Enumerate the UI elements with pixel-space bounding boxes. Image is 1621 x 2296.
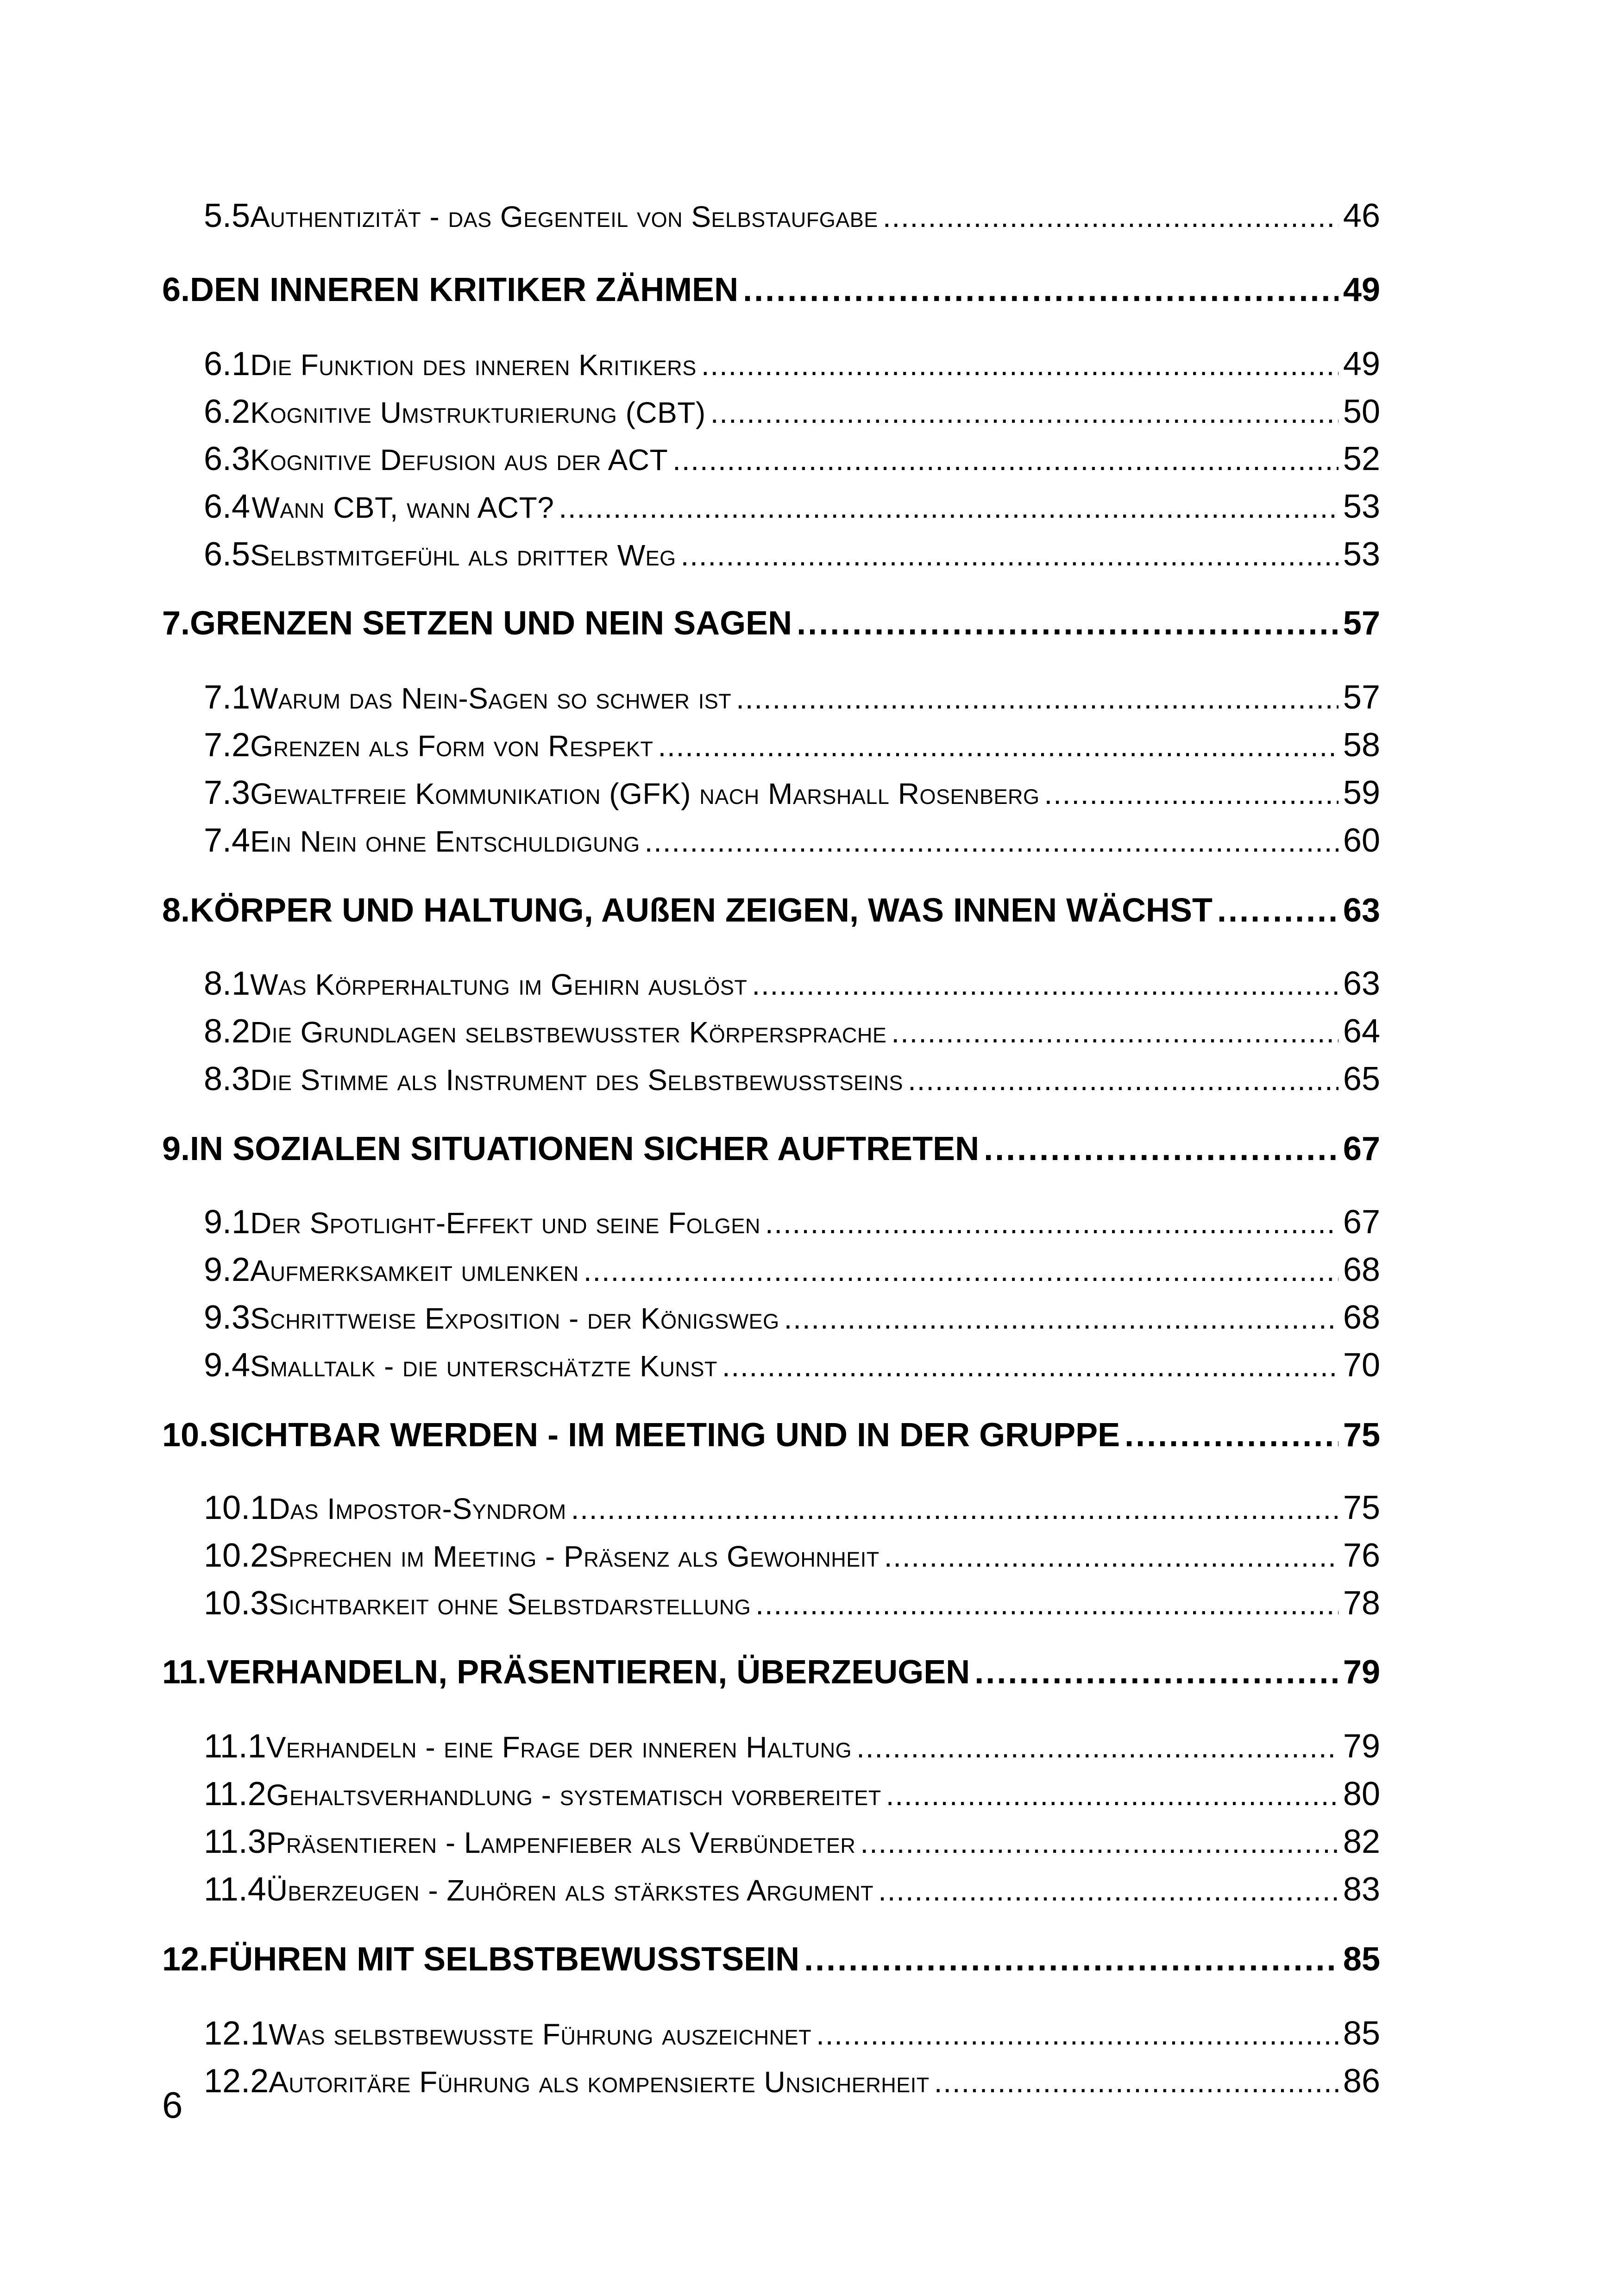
toc-chapter-entry bbox=[162, 891, 1380, 929]
dot-leader bbox=[736, 681, 1338, 715]
toc-entry-title: Smalltalk - die unterschätzte Kunst bbox=[250, 1349, 717, 1383]
dot-leader bbox=[804, 1940, 1338, 1978]
toc-entry-number: 6.5 bbox=[204, 536, 251, 573]
toc-entry-title: IN SOZIALEN SITUATIONEN SICHER AUFTRETEN bbox=[190, 1130, 980, 1167]
toc-entry-page: 59 bbox=[1343, 774, 1380, 811]
toc-entry-title: Selbstmitgefühl als dritter Weg bbox=[250, 539, 676, 572]
dot-leader bbox=[722, 1349, 1338, 1383]
dot-leader bbox=[784, 1301, 1338, 1336]
toc-entry-number: 12. bbox=[162, 1941, 209, 1978]
toc-entry-page: 60 bbox=[1343, 822, 1380, 859]
toc-entry-title: Kognitive Umstrukturierung (CBT) bbox=[250, 396, 706, 429]
toc-entry-title: Warum das Nein-Sagen so schwer ist bbox=[250, 682, 732, 715]
toc-entry-title: Der Spotlight-Effekt und seine Folgen bbox=[250, 1206, 760, 1240]
toc-entry-title: Kognitive Defusion aus der ACT bbox=[250, 443, 668, 477]
toc-entry-number: 8.1 bbox=[204, 965, 251, 1002]
toc-entry-page: 83 bbox=[1343, 1871, 1380, 1908]
dot-leader bbox=[934, 2065, 1338, 2099]
toc-entry-number: 9.3 bbox=[204, 1299, 251, 1336]
toc-entry-number: 12.1 bbox=[204, 2015, 269, 2052]
toc-entry-number: 6. bbox=[162, 271, 190, 308]
toc-entry-title: Grenzen als Form von Respekt bbox=[250, 729, 653, 763]
dot-leader bbox=[765, 1206, 1338, 1240]
toc-entry-number: 7.4 bbox=[204, 822, 251, 859]
toc-entry-page: 53 bbox=[1343, 536, 1380, 573]
dot-leader bbox=[658, 729, 1338, 763]
dot-leader bbox=[878, 1873, 1338, 1907]
toc-entry-page: 76 bbox=[1343, 1537, 1380, 1574]
toc-entry-title: Gewaltfreie Kommunikation (GFK) nach Marshall Rosenberg bbox=[250, 777, 1040, 810]
toc-entry-number: 9.4 bbox=[204, 1347, 251, 1384]
toc-entry-number: 11.2 bbox=[204, 1775, 266, 1813]
toc-entry-number: 8.2 bbox=[204, 1013, 251, 1050]
toc-entry-title: Autoritäre Führung als kompensierte Unsicherheit bbox=[269, 2065, 930, 2099]
toc-entry-page: 46 bbox=[1343, 197, 1380, 234]
toc-entry-title: Authentizität - das Gegenteil von Selbstaufgabe bbox=[250, 200, 878, 233]
toc-entry-number: 6.4 bbox=[204, 488, 251, 525]
dot-leader bbox=[856, 1730, 1338, 1764]
toc-entry-title: Was selbstbewusste Führung auszeichnet bbox=[269, 2018, 812, 2051]
toc-section-entry bbox=[162, 1012, 1380, 1050]
toc-entry-number: 11.1 bbox=[204, 1728, 266, 1765]
toc-section-entry bbox=[162, 2014, 1380, 2052]
toc-entry-page: 75 bbox=[1343, 1489, 1380, 1526]
toc-entry-title: Überzeugen - Zuhören als stärkstes Argument bbox=[266, 1874, 874, 1907]
toc-entry-title: Die Stimme als Instrument des Selbstbewusstseins bbox=[250, 1063, 904, 1097]
dot-leader bbox=[755, 1587, 1338, 1621]
dot-leader bbox=[884, 1539, 1338, 1574]
toc-entry-title: Ein Nein ohne Entschuldigung bbox=[250, 825, 640, 858]
toc-section-entry bbox=[162, 1251, 1380, 1289]
toc-entry-number: 12.2 bbox=[204, 2063, 269, 2100]
dot-leader bbox=[701, 348, 1338, 382]
toc-entry-number: 11. bbox=[162, 1654, 207, 1691]
toc-entry-title: DEN INNEREN KRITIKER ZÄHMEN bbox=[190, 271, 739, 308]
toc-entry-number: 9.2 bbox=[204, 1251, 251, 1288]
toc-entry-number: 9. bbox=[162, 1130, 190, 1167]
toc-entry-title: Sichtbarkeit ohne Selbstdarstellung bbox=[269, 1587, 751, 1621]
toc-entry-page: 70 bbox=[1343, 1347, 1380, 1384]
toc-entry-page: 80 bbox=[1343, 1775, 1380, 1813]
toc-entry-page: 67 bbox=[1343, 1130, 1380, 1167]
dot-leader bbox=[974, 1653, 1338, 1691]
toc-entry-page: 57 bbox=[1343, 679, 1380, 716]
toc-entry-page: 64 bbox=[1343, 1013, 1380, 1050]
toc-chapter-entry bbox=[162, 1130, 1380, 1168]
toc-entry-page: 85 bbox=[1343, 1941, 1380, 1978]
toc-entry-page: 68 bbox=[1343, 1299, 1380, 1336]
toc-entry-number: 10. bbox=[162, 1417, 209, 1454]
toc-section-entry bbox=[162, 197, 1380, 235]
dot-leader bbox=[797, 604, 1338, 642]
toc-section-entry bbox=[162, 1299, 1380, 1336]
toc-entry-title: Aufmerksamkeit umlenken bbox=[250, 1254, 579, 1287]
toc-entry-page: 52 bbox=[1343, 440, 1380, 477]
toc-entry-page: 82 bbox=[1343, 1823, 1380, 1860]
toc-section-entry bbox=[162, 1060, 1380, 1098]
toc-entry-page: 63 bbox=[1343, 892, 1380, 929]
toc-entry-page: 50 bbox=[1343, 393, 1380, 430]
dot-leader bbox=[816, 2017, 1338, 2051]
toc-entry-number: 10.2 bbox=[204, 1537, 269, 1574]
toc-entry-page: 49 bbox=[1343, 271, 1380, 308]
toc-section-entry bbox=[162, 678, 1380, 716]
toc-section-entry bbox=[162, 1775, 1380, 1813]
toc-entry-title: Gehaltsverhandlung - systematisch vorbereitet bbox=[266, 1778, 881, 1812]
toc-section-entry bbox=[162, 965, 1380, 1003]
toc-chapter-entry bbox=[162, 1416, 1380, 1454]
toc-entry-page: 53 bbox=[1343, 488, 1380, 525]
toc-section-entry bbox=[162, 2062, 1380, 2100]
toc-chapter-entry bbox=[162, 1653, 1380, 1691]
dot-leader bbox=[752, 967, 1338, 1002]
toc-entry-number: 7.2 bbox=[204, 727, 251, 764]
toc-entry-page: 85 bbox=[1343, 2015, 1380, 2052]
toc-chapter-entry bbox=[162, 1940, 1380, 1978]
toc-entry-page: 86 bbox=[1343, 2063, 1380, 2100]
toc-section-entry bbox=[162, 1203, 1380, 1241]
dot-leader bbox=[886, 1778, 1338, 1812]
toc-entry-number: 11.3 bbox=[204, 1823, 266, 1860]
toc-entry-title: Wann CBT, wann ACT? bbox=[251, 491, 554, 524]
toc-entry-page: 65 bbox=[1343, 1060, 1380, 1098]
toc-section-entry bbox=[162, 1727, 1380, 1765]
toc-entry-title: KÖRPER UND HALTUNG, AUßEN ZEIGEN, WAS INNEN WÄCHST bbox=[190, 892, 1213, 929]
dot-leader bbox=[1217, 891, 1338, 929]
toc-entry-title: Präsentieren - Lampenfieber als Verbündeter bbox=[266, 1826, 856, 1859]
toc-entry-number: 11.4 bbox=[204, 1871, 266, 1908]
toc-entry-number: 8.3 bbox=[204, 1060, 251, 1098]
toc-entry-title: Sprechen im Meeting - Präsenz als Gewohnheit bbox=[269, 1540, 880, 1573]
dot-leader bbox=[743, 271, 1338, 309]
toc-entry-title: Die Grundlagen selbstbewusster Körpersprache bbox=[250, 1016, 887, 1049]
toc-entry-title: Schrittweise Exposition - der Königsweg bbox=[250, 1302, 779, 1335]
dot-leader bbox=[883, 200, 1338, 234]
toc-entry-page: 49 bbox=[1343, 345, 1380, 383]
toc-section-entry bbox=[162, 1346, 1380, 1384]
dot-leader bbox=[891, 1015, 1338, 1049]
dot-leader bbox=[710, 395, 1338, 430]
toc-entry-page: 79 bbox=[1343, 1654, 1380, 1691]
toc-section-entry bbox=[162, 822, 1380, 859]
toc-entry-page: 63 bbox=[1343, 965, 1380, 1002]
toc-section-entry bbox=[162, 535, 1380, 573]
toc-section-entry bbox=[162, 1584, 1380, 1622]
toc-entry-title: Was Körperhaltung im Gehirn auslöst bbox=[250, 968, 748, 1001]
dot-leader bbox=[559, 490, 1338, 525]
toc-entry-number: 7.3 bbox=[204, 774, 251, 811]
toc-entry-number: 7.1 bbox=[204, 679, 251, 716]
dot-leader bbox=[681, 538, 1338, 572]
toc-chapter-entry bbox=[162, 271, 1380, 309]
toc-section-entry bbox=[162, 345, 1380, 383]
toc-entry-page: 75 bbox=[1343, 1417, 1380, 1454]
toc-section-entry bbox=[162, 393, 1380, 431]
toc-entry-title: Verhandeln - eine Frage der inneren Haltung bbox=[266, 1731, 852, 1764]
toc-entry-page: 67 bbox=[1343, 1204, 1380, 1241]
toc-entry-title: SICHTBAR WERDEN - IM MEETING UND IN DER GRUPPE bbox=[208, 1417, 1120, 1454]
toc-entry-title: VERHANDELN, PRÄSENTIEREN, ÜBERZEUGEN bbox=[207, 1654, 970, 1691]
dot-leader bbox=[860, 1826, 1338, 1860]
toc-entry-number: 6.3 bbox=[204, 440, 251, 477]
toc-section-entry bbox=[162, 488, 1380, 526]
dot-leader bbox=[984, 1130, 1338, 1168]
toc-entry-number: 10.1 bbox=[204, 1489, 269, 1526]
toc-section-entry bbox=[162, 1870, 1380, 1908]
toc-entry-number: 6.1 bbox=[204, 345, 251, 383]
toc-entry-title: GRENZEN SETZEN UND NEIN SAGEN bbox=[190, 605, 792, 642]
toc-entry-title: Das Impostor-Syndrom bbox=[269, 1492, 566, 1525]
dot-leader bbox=[672, 443, 1338, 477]
toc-section-entry bbox=[162, 774, 1380, 812]
toc-entry-number: 9.1 bbox=[204, 1204, 251, 1241]
toc-entry-title: Die Funktion des inneren Kritikers bbox=[250, 348, 697, 382]
toc-entry-page: 57 bbox=[1343, 605, 1380, 642]
dot-leader bbox=[908, 1063, 1338, 1097]
toc-entry-page: 78 bbox=[1343, 1585, 1380, 1622]
toc-entry-number: 8. bbox=[162, 892, 190, 929]
dot-leader bbox=[571, 1492, 1338, 1526]
toc-section-entry bbox=[162, 440, 1380, 478]
toc-section-entry bbox=[162, 1537, 1380, 1575]
dot-leader bbox=[645, 824, 1338, 859]
page-number: 6 bbox=[162, 2084, 183, 2126]
toc-entry-page: 68 bbox=[1343, 1251, 1380, 1288]
toc-entry-title: FÜHREN MIT SELBSTBEWUSSTSEIN bbox=[208, 1941, 800, 1978]
toc-section-entry bbox=[162, 726, 1380, 764]
dot-leader bbox=[1125, 1416, 1338, 1454]
dot-leader bbox=[1044, 777, 1338, 811]
toc-chapter-entry bbox=[162, 604, 1380, 642]
toc-entry-number: 10.3 bbox=[204, 1585, 269, 1622]
toc-entry-page: 58 bbox=[1343, 727, 1380, 764]
toc-entry-number: 7. bbox=[162, 605, 190, 642]
toc-section-entry bbox=[162, 1489, 1380, 1527]
toc-entry-number: 6.2 bbox=[204, 393, 251, 430]
dot-leader bbox=[584, 1254, 1338, 1288]
toc-section-entry bbox=[162, 1823, 1380, 1861]
toc-entry-number: 5.5 bbox=[204, 197, 251, 234]
toc-entry-page: 79 bbox=[1343, 1728, 1380, 1765]
